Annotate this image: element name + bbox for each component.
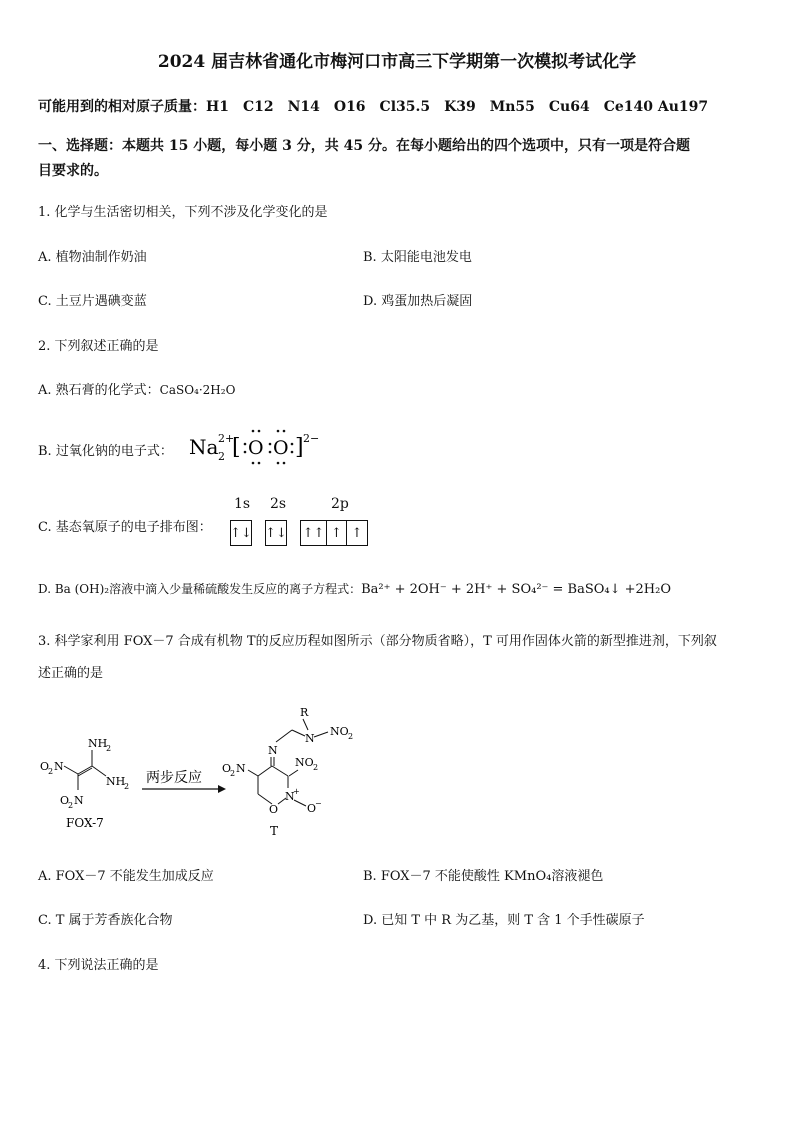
reaction-arrow-label: 两步反应 [146,770,202,786]
section-heading-line2: 目要求的。 [38,163,108,179]
svg-text:[: [ [232,435,241,460]
question-1-option-b: B. 太阳能电池发电 [363,250,472,265]
svg-text:O: O [60,794,70,807]
svg-text:]: ] [295,435,304,460]
atomic-masses: 可能用到的相对原子质量：H1 C12 N14 O16 Cl35.5 K39 Mn55 Cu64 Ce140 Au197 [38,99,709,115]
question-2-option-b: B. 过氧化钠的电子式： [38,444,173,459]
fox7-label: FOX-7 [66,816,104,830]
svg-text:Na: Na [189,435,219,459]
question-4-stem: 4. 下列说法正确的是 [38,958,159,973]
option-d-prefix: D. Ba (OH)₂溶液中滴入少量稀硫酸发生反应的离子方程式： [38,582,362,596]
svg-text:O: O [40,760,50,773]
up-down-arrows-icon: ↑↓ [230,525,252,541]
svg-text:O: O [273,437,289,459]
question-1-option-a: A. 植物油制作奶油 [38,250,147,265]
sodium-peroxide-electron-formula [186,422,336,468]
question-1-stem: 1. 化学与生活密切相关，下列不涉及化学变化的是 [38,205,328,220]
svg-text:2: 2 [48,767,54,776]
svg-text:N: N [74,794,84,807]
svg-text:R: R [300,706,309,719]
orbital-2p-box [300,520,368,546]
question-2-option-c: C. 基态氧原子的电子排布图： [38,520,212,535]
svg-text:NO: NO [330,725,349,738]
svg-text:2: 2 [124,782,130,791]
ionic-equation: Ba²⁺ + 2OH⁻ + 2H⁺ + SO₄²⁻ = BaSO₄↓ +2H₂O [361,582,672,597]
gypsum-formula: CaSO₄·2H₂O [159,383,236,397]
option-a-prefix: A. 熟石膏的化学式： [38,383,160,398]
question-2-option-a [38,379,235,398]
svg-text:2: 2 [218,450,225,463]
orbital-label-2s: 2s [270,496,287,512]
svg-text:2: 2 [313,763,319,772]
svg-text:N: N [268,744,278,757]
up-up-arrows-icon: ↑↑ [301,521,327,545]
question-3-option-c: C. T 属于芳香族化合物 [38,913,173,928]
svg-text:O: O [248,437,264,459]
svg-text:NO: NO [295,756,314,769]
svg-text:NH: NH [88,737,108,750]
orbital-2s-box [265,520,287,546]
question-3-option-a: A. FOX－7 不能发生加成反应 [38,869,214,884]
svg-text:O: O [269,803,279,816]
reaction-scheme-diagram [30,700,370,845]
question-3-option-d: D. 已知 T 中 R 为乙基，则 T 含 1 个手性碳原子 [363,913,645,928]
svg-text:2: 2 [106,744,112,753]
svg-text:2: 2 [348,732,354,741]
svg-text:N: N [236,762,246,775]
page-title: 2024 届吉林省通化市梅河口市高三下学期第一次模拟考试化学 [157,52,637,72]
svg-text:2+: 2+ [218,432,235,445]
up-down-arrows-icon: ↑↓ [265,525,287,541]
question-1-option-c: C. 土豆片遇碘变蓝 [38,294,147,309]
svg-text:2−: 2− [303,432,320,445]
svg-text:NH: NH [106,775,126,788]
question-2-option-d [38,580,671,597]
svg-text:O: O [222,762,232,775]
orbital-1s-box [230,520,252,546]
svg-text:2: 2 [230,769,236,778]
up-arrow-icon: ↑ [351,525,363,541]
t-label: T [270,824,279,838]
svg-text:N: N [285,790,295,803]
svg-text:−: − [315,799,322,808]
orbital-label-2p: 2p [331,496,349,512]
svg-text:N: N [305,732,315,745]
question-1-option-d: D. 鸡蛋加热后凝固 [363,294,473,309]
question-3-stem-line1: 3. 科学家利用 FOX－7 合成有机物 T的反应历程如图所示（部分物质省略），T 可用作固体火箭的新型推进剂，下列叙 [38,634,717,649]
question-3-stem-line2: 述正确的是 [38,666,104,681]
svg-text:+: + [293,787,300,796]
question-2-stem: 2. 下列叙述正确的是 [38,339,159,354]
up-arrow-icon: ↑ [327,521,347,545]
t-structure [222,706,353,816]
svg-text:2: 2 [68,801,74,810]
svg-text:N: N [54,760,64,773]
section-heading-line1: 一、选择题：本题共 15 小题，每小题 3 分，共 45 分。在每小题给出的四个选项中，只有一项是符合题 [38,138,690,154]
question-3-option-b: B. FOX－7 不能使酸性 KMnO₄溶液褪色 [363,869,604,884]
orbital-label-1s: 1s [234,496,251,512]
fox7-structure [40,737,129,810]
svg-text:O: O [307,802,317,815]
